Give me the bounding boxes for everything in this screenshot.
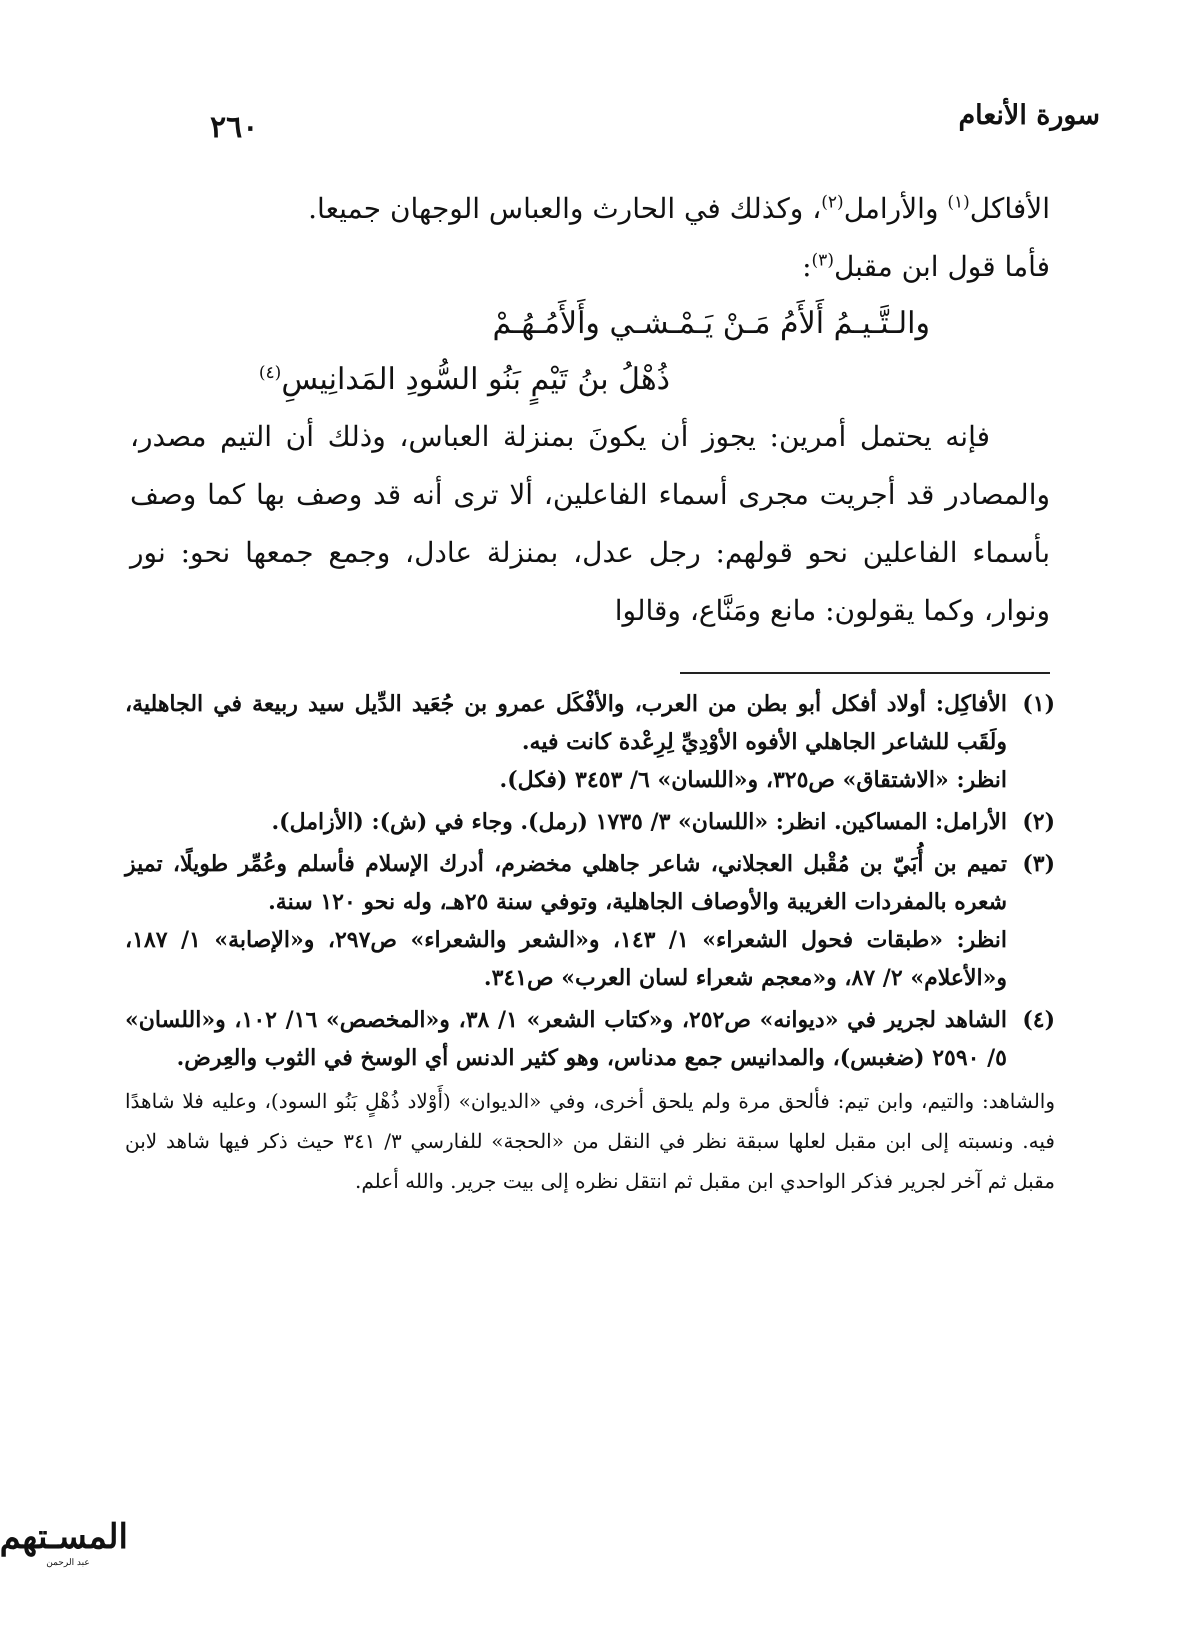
footnote-text: الأرامل: المساكين. انظر: «اللسان» ٣/ ١٧٣٥ (رمل). وجاء في (ش): (الأزامل). bbox=[271, 809, 1007, 835]
footnote-1 bbox=[125, 685, 1055, 799]
footnote-ref-1: (١) bbox=[947, 192, 970, 213]
footnote-reference: انظر: «الاشتقاق» ص٣٢٥، و«اللسان» ٦/ ٣٤٥٣ (فكل). bbox=[499, 767, 1007, 793]
footnote-number: (٣) bbox=[1022, 851, 1055, 877]
paragraph-1 bbox=[130, 180, 1050, 238]
running-title: سورة الأنعام bbox=[958, 100, 1100, 131]
footnote-number: (٤) bbox=[1022, 1007, 1055, 1033]
publisher-logo bbox=[0, 1517, 128, 1575]
verse-line-1: والـتَّـيـمُ أَلأَمُ مَـنْ يَـمْـشـي وأَلأَمُـهُـمْ bbox=[492, 306, 930, 341]
footnote-text: الأفاكِل: أولاد أفكل أبو بطن من العرب، والأفْكَل عمرو بن جُعَيد الدِّيل سيد ربيعة في الجاهلية، ولَقَب للشاعر الجاهلي الأفوه الأوْدِيِّ لِرِعْدة كانت فيه. bbox=[125, 691, 1007, 755]
footnote-3 bbox=[125, 845, 1055, 997]
footnote-4 bbox=[125, 1001, 1055, 1077]
main-text bbox=[130, 180, 1050, 640]
verse-line-2-text: ذُهْلُ بنُ تَيْمٍ بَنُو السُّودِ المَدانِيسِ bbox=[281, 362, 670, 397]
paragraph-2-colon: : bbox=[802, 250, 812, 283]
footnote-number: (٢) bbox=[1022, 809, 1055, 835]
paragraph-1-text-b: والأرامل bbox=[843, 192, 948, 225]
footnotes bbox=[125, 685, 1055, 1201]
page-header bbox=[100, 92, 1100, 152]
logo-subtext: عبد الرحمن bbox=[46, 1558, 90, 1568]
footnote-text: الشاهد لجرير في «ديوانه» ص٢٥٢، و«كتاب الشعر» ١/ ٣٨، و«المخصص» ١٦/ ١٠٢، و«اللسان» ٥/ ٢٥٩٠ (ضغبس)، والمدانيس جمع مدناس، وهو كثير الدنس أي الوسخ في الثوب والعِرض. bbox=[125, 1007, 1007, 1071]
footnote-2 bbox=[125, 803, 1055, 841]
paragraph-2-text: فأما قول ابن مقبل bbox=[833, 250, 1050, 283]
footnote-reference: انظر: «طبقات فحول الشعراء» ١/ ١٤٣، و«الشعر والشعراء» ص٢٩٧، و«الإصابة» ١/ ١٨٧، و«الأعلام» ٢/ ٨٧، و«معجم شعراء لسان العرب» ص٣٤١. bbox=[125, 927, 1007, 991]
paragraph-1-text-c: ، وكذلك في الحارث والعباس الوجهان جميعا. bbox=[308, 192, 822, 225]
paragraph-2 bbox=[130, 238, 1050, 296]
footnote-ref-3: (٣) bbox=[811, 250, 834, 271]
footnote-text: تميم بن أُبَيّ بن مُقْبل العجلاني، شاعر جاهلي مخضرم، أدرك الإسلام فأسلم وعُمِّر طويلًا، تميز شعره بالمفردات الغريبة والأوصاف الجاهلية، وتوفي سنة ٢٥هـ، وله نحو ١٢٠ سنة. bbox=[125, 851, 1007, 915]
paragraph-1-text-a: الأفاكل bbox=[969, 192, 1050, 225]
logo-text: المسـتهم bbox=[0, 1517, 128, 1557]
footnote-number: (١) bbox=[1022, 691, 1055, 717]
paragraph-3: فإنه يحتمل أمرين: يجوز أن يكونَ بمنزلة العباس، وذلك أن التيم مصدر، والمصادر قد أجريت مجرى أسماء الفاعلين، ألا ترى أنه قد وصف بها كما وصف بأسماء الفاعلين نحو قولهم: رجل عدل، بمنزلة عادل، وجمع جمعها نحو: نور ونوار، وكما يقولون: مانع ومَنَّاع، وقالوا bbox=[130, 420, 1050, 627]
footnote-commentary: والشاهد: والتيم، وابن تيم: فألحق مرة ولم يلحق أخرى، وفي «الديوان» (أَوْلاد ذُهْلٍ بَنُو السود)، وعليه فلا شاهدًا فيه. ونسبته إلى ابن مقبل لعلها سبقة نظر في النقل من «الحجة» للفارسي ٣/ ٣٤١ حيث ذكر فيها شاهد لابن مقبل ثم آخر لجرير فذكر الواحدي ابن مقبل ثم انتقل نظره إلى بيت جرير. والله أعلم. bbox=[125, 1089, 1055, 1193]
footnote-divider bbox=[680, 672, 1050, 674]
page-number: ٢٦٠ bbox=[210, 110, 259, 145]
footnote-ref-2: (٢) bbox=[821, 192, 844, 213]
verse-line-2 bbox=[130, 352, 1050, 408]
footnote-ref-4: (٤) bbox=[258, 363, 282, 383]
